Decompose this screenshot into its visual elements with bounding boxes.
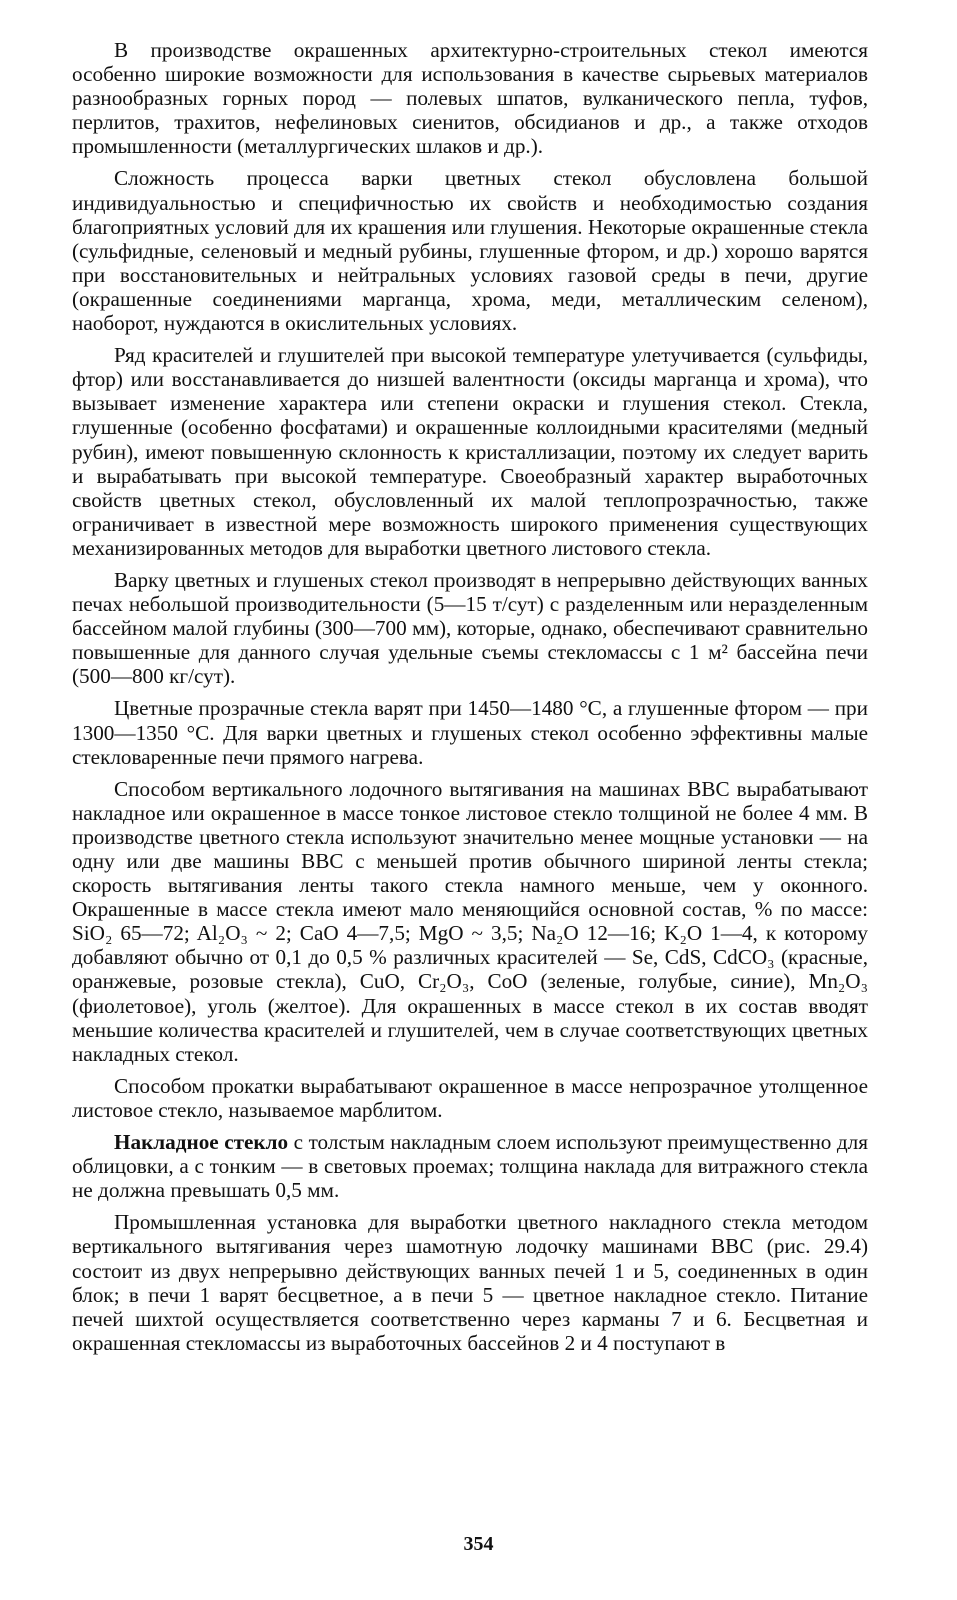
paragraph-flashed-glass: [72, 1130, 868, 1202]
paragraph-rolling-marblite: Способом прокатки вырабатывают окрашенное в массе непрозрачное утолщенное листовое стекло, называемое марблитом.: [72, 1073, 868, 1122]
paragraph-furnaces: Варку цветных и глушеных стекол производят в непрерывно действующих ванных печах небольшой производительности (5—15 т/сут) с разделенным или неразделенным бассейном малой глубины (300—700 мм), которые, однако, обеспечивают сравнительно повышенные для данного случая удельные съемы стекломассы с 1 м² бассейна печи (500—800 кг/сут).: [72, 567, 868, 689]
term-flashed-glass: Накладное стекло: [114, 1130, 289, 1155]
page-number: 354: [463, 1533, 494, 1555]
paragraph-melting-temperatures: Цветные прозрачные стекла варят при 1450—1480 °С, а глушенные фтором — при 1300—1350 °С. Для варки цветных и глушеных стекол особенно эффективны малые стекловаренные печи прямого нагрева.: [72, 696, 868, 769]
paragraph-industrial-installation: Промышленная установка для выработки цветного накладного стекла методом вертикального вытягивания через шамотную лодочку машинами ВВС (рис. 29.4) состоит из двух непрерывно действующих ванных печей 1 и 5, соединенных в один блок; в печи 1 варят бесцветное, а в печи 5 — цветное накладное стекло. Питание печей шихтой осуществляется соответственно через карманы 7 и 6. Бесцветная и окрашенная стекломассы из выработочных бассейнов 2 и 4 поступают в: [72, 1210, 868, 1355]
paragraph-raw-materials: В производстве окрашенных архитектурно-строительных стекол имеются особенно широкие возможности для использования в качестве сырьевых материалов разнообразных горных пород — полевых шпатов, вулканического пепла, туфов, перлитов, трахитов, нефелиновых сиенитов, обсидианов и др., а также отходов промышленности (металлургических шлаков и др.).: [72, 38, 868, 159]
paragraph-melting-complexity: Сложность процесса варки цветных стекол обусловлена большой индивидуальностью и специфичностью их свойств и необходимостью создания благоприятных условий для их крашения или глушения. Некоторые окрашенные стекла (сульфидные, селеновый и медный рубины, глушенные фтором, и др.) хорошо варятся при восстановительных и нейтральных условиях газовой среды в печи, другие (окрашенные соединениями марганца, хрома, меди, металлическим селеном), наоборот, нуждаются в окислительных условиях.: [72, 166, 868, 336]
paragraph-colorants-volatility: Ряд красителей и глушителей при высокой температуре улетучивается (сульфиды, фтор) или восстанавливается до низшей валентности (оксиды марганца и хрома), что вызывает изменение характера или степени окраски и глушения стекол. Стекла, глушенные (особенно фосфатами) и окрашенные коллоидными красителями (медный рубин), имеют повышенную склонность к кристаллизации, поэтому их следует варить и вырабатывать при высокой температуре. Своеобразный характер выработочных свойств цветных стекол, обусловленный их малой теплопрозрачностью, также ограничивает в известной мере возможность широкого применения существующих механизированных методов для выработки цветного листового стекла.: [72, 343, 868, 560]
paragraph-flashed-glass-text: с толстым накладным слоем используют преимущественно для облицовки, а с тонким — в световых проемах; толщина наклада для витражного стекла не должна превышать 0,5 мм.: [72, 1130, 868, 1203]
paragraph-vertical-drawing: Способом вертикального лодочного вытягивания на машинах ВВС вырабатывают накладное или окрашенное в массе тонкое листовое стекло толщиной не более 4 мм. В производстве цветного стекла используют значительно менее мощные установки — на одну или две машины ВВС с меньшей против обычного шириной ленты стекла; скорость вытягивания ленты такого стекла намного меньше, чем у оконного. Окрашенные в массе стекла имеют мало меняющийся основной состав, % по массе: SiO₂ 65—72; Al₂O₃ ~ 2; CaO 4—7,5; MgO ~ 3,5; Na₂O 12—16; K₂O 1—4, к которому добавляют обычно от 0,1 до 0,5 % различных красителей — Se, CdS, CdCO₃ (красные, оранжевые, розовые стекла), CuO, Cr₂O₃, CoO (зеленые, голубые, синие), Mn₂O₃ (фиолетовое), уголь (желтое). Для окрашенных в массе стекол в их состав вводят меньшие количества красителей и глушителей, чем в случае соответствующих цветных накладных стекол.: [72, 776, 868, 1066]
page-body: [72, 38, 868, 1363]
